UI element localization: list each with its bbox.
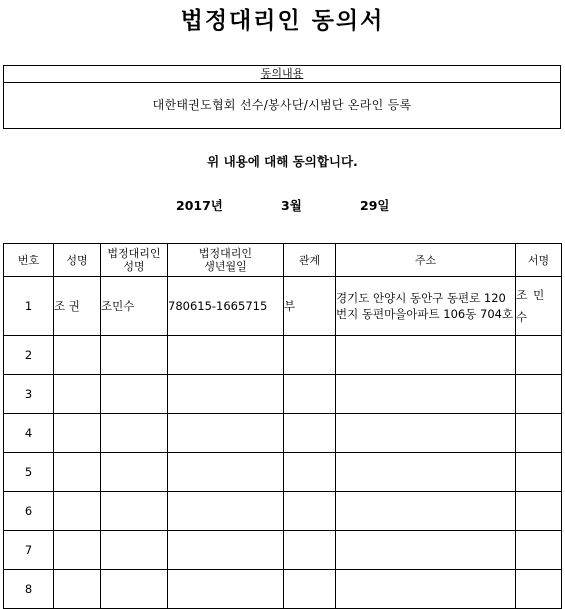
cell-address bbox=[336, 570, 516, 609]
table-header-row bbox=[4, 244, 562, 277]
cell-guardian-name bbox=[101, 336, 168, 375]
cell-name bbox=[54, 492, 101, 531]
table-row bbox=[4, 336, 562, 375]
cell-number: 1 bbox=[4, 277, 54, 336]
cell-number: 6 bbox=[4, 492, 54, 531]
cell-name bbox=[54, 531, 101, 570]
date-month: 3월 bbox=[281, 198, 302, 213]
table-row bbox=[4, 531, 562, 570]
cell-relation bbox=[284, 453, 336, 492]
cell-address bbox=[336, 453, 516, 492]
cell-signature bbox=[516, 414, 562, 453]
cell-address bbox=[336, 414, 516, 453]
header-address: 주소 bbox=[336, 244, 516, 277]
cell-name: 조 권 bbox=[54, 277, 101, 336]
cell-name bbox=[54, 453, 101, 492]
header-guardian-birth: 법정대리인 생년월일 bbox=[168, 244, 284, 277]
cell-guardian-name bbox=[101, 453, 168, 492]
cell-guardian-name bbox=[101, 531, 168, 570]
cell-signature bbox=[516, 570, 562, 609]
consent-box bbox=[3, 65, 561, 129]
cell-guardian-birth bbox=[168, 453, 284, 492]
cell-relation: 부 bbox=[284, 277, 336, 336]
table-row bbox=[4, 453, 562, 492]
header-number: 번호 bbox=[4, 244, 54, 277]
header-guardian-name: 법정대리인 성명 bbox=[101, 244, 168, 277]
cell-guardian-birth bbox=[168, 375, 284, 414]
table-row bbox=[4, 277, 562, 336]
date-day: 29일 bbox=[360, 198, 390, 213]
cell-guardian-name bbox=[101, 375, 168, 414]
table-row bbox=[4, 414, 562, 453]
cell-name bbox=[54, 414, 101, 453]
cell-signature bbox=[516, 531, 562, 570]
cell-guardian-birth bbox=[168, 414, 284, 453]
cell-number: 3 bbox=[4, 375, 54, 414]
cell-signature bbox=[516, 492, 562, 531]
cell-signature: 조민수 bbox=[516, 277, 562, 336]
cell-number: 2 bbox=[4, 336, 54, 375]
cell-address bbox=[336, 336, 516, 375]
table-row bbox=[4, 492, 562, 531]
cell-number: 7 bbox=[4, 531, 54, 570]
cell-number: 8 bbox=[4, 570, 54, 609]
header-signature: 서명 bbox=[516, 244, 562, 277]
cell-address: 경기도 안양시 동안구 동편로 120번지 동편마을아파트 106동 704호 bbox=[336, 277, 516, 336]
cell-guardian-name bbox=[101, 570, 168, 609]
cell-guardian-name bbox=[101, 414, 168, 453]
cell-relation bbox=[284, 336, 336, 375]
cell-guardian-birth: 780615-1665715 bbox=[168, 277, 284, 336]
header-relation: 관계 bbox=[284, 244, 336, 277]
consent-header bbox=[4, 66, 560, 83]
cell-name bbox=[54, 375, 101, 414]
cell-guardian-birth bbox=[168, 492, 284, 531]
cell-number: 4 bbox=[4, 414, 54, 453]
guardian-consent-table bbox=[3, 243, 562, 609]
cell-number: 5 bbox=[4, 453, 54, 492]
cell-guardian-birth bbox=[168, 531, 284, 570]
cell-guardian-birth bbox=[168, 336, 284, 375]
cell-relation bbox=[284, 375, 336, 414]
consent-content: 대한태권도협회 선수/봉사단/시범단 온라인 등록 bbox=[152, 98, 412, 112]
cell-signature bbox=[516, 453, 562, 492]
cell-relation bbox=[284, 414, 336, 453]
cell-address bbox=[336, 375, 516, 414]
cell-signature bbox=[516, 336, 562, 375]
cell-relation bbox=[284, 570, 336, 609]
cell-name bbox=[54, 570, 101, 609]
cell-guardian-name: 조민수 bbox=[101, 277, 168, 336]
cell-relation bbox=[284, 492, 336, 531]
cell-guardian-birth bbox=[168, 570, 284, 609]
cell-address bbox=[336, 492, 516, 531]
cell-relation bbox=[284, 531, 336, 570]
table-row bbox=[4, 375, 562, 414]
consent-header-label: 동의내용 bbox=[260, 67, 304, 80]
date-year: 2017년 bbox=[176, 198, 223, 213]
cell-address bbox=[336, 531, 516, 570]
table-row bbox=[4, 570, 562, 609]
cell-name bbox=[54, 336, 101, 375]
agreement-statement: 위 내용에 대해 동의합니다. bbox=[207, 154, 358, 169]
cell-guardian-name bbox=[101, 492, 168, 531]
header-name: 성명 bbox=[54, 244, 101, 277]
document-title: 법정대리인 동의서 bbox=[180, 7, 385, 34]
cell-signature bbox=[516, 375, 562, 414]
